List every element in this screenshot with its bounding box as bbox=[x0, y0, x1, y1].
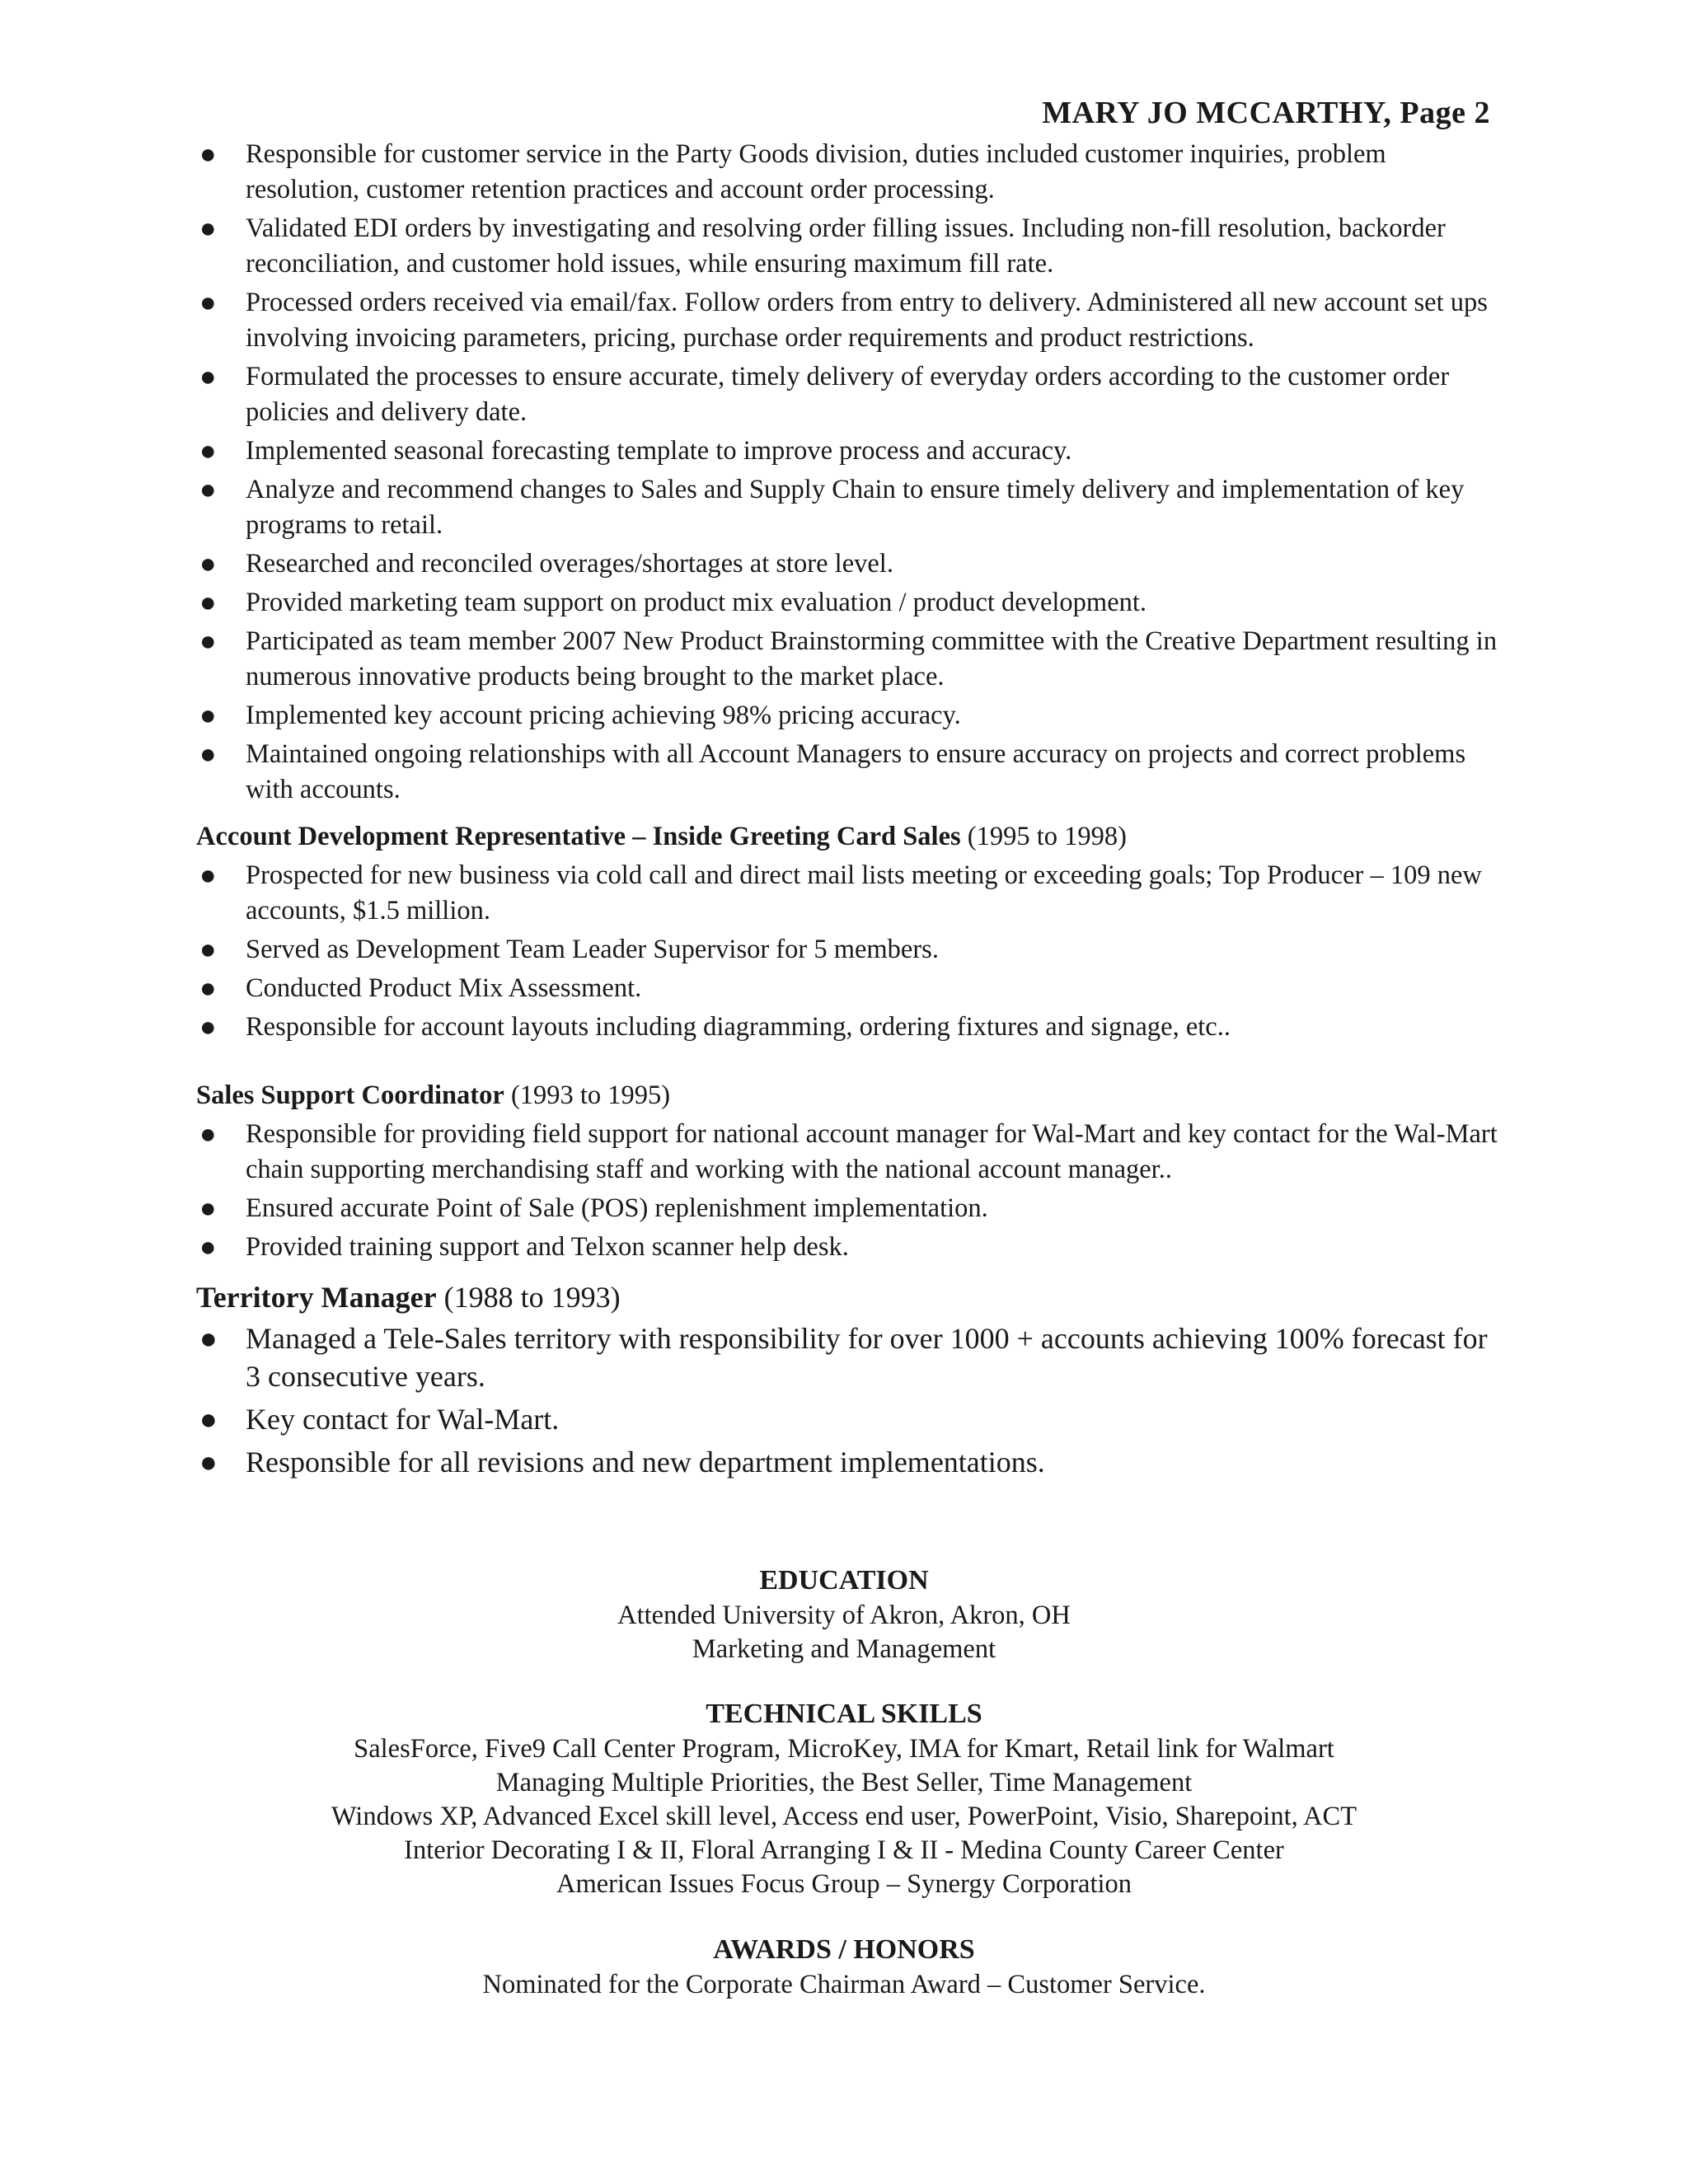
bullet-icon: ● bbox=[199, 626, 217, 657]
list-item: ● Validated EDI orders by investigating and resolving order filling issues. Including non-fill resolution, backorder reconciliation, and customer hold issues, while ensuring maximum fill rate. bbox=[196, 211, 1498, 282]
bullet-icon: ● bbox=[199, 860, 217, 891]
bullet-icon: ● bbox=[199, 935, 217, 965]
list-item: ● Maintained ongoing relationships with all Account Managers to ensure accuracy on projects and correct problems with accounts. bbox=[196, 737, 1498, 808]
list-item: ● Conducted Product Mix Assessment. bbox=[196, 971, 1498, 1006]
list-item: ● Participated as team member 2007 New Product Brainstorming committee with the Creative Department resulting in numerous innovative products being brought to the market place. bbox=[196, 624, 1498, 695]
bullet-icon: ● bbox=[199, 288, 217, 318]
list-item: ● Formulated the processes to ensure accurate, timely delivery of everyday orders according to the customer order policies and delivery date. bbox=[196, 359, 1498, 430]
list-item: ● Provided marketing team support on product mix evaluation / product development. bbox=[196, 585, 1498, 621]
job3-heading bbox=[196, 1278, 1498, 1316]
bullet-icon: ● bbox=[199, 739, 217, 770]
list-item: ● Served as Development Team Leader Supervisor for 5 members. bbox=[196, 932, 1498, 968]
job1-dates: (1995 to 1998) bbox=[967, 822, 1127, 851]
job3-dates: (1988 to 1993) bbox=[443, 1281, 621, 1314]
job1-title: Account Development Representative – Inside Greeting Card Sales bbox=[196, 822, 961, 851]
job1-heading bbox=[196, 819, 1498, 855]
list-item: ● Responsible for providing field support for national account manager for Wal-Mart and key contact for the Wal-Mart chain supporting merchandising staff and working with the national account manager.. bbox=[196, 1117, 1498, 1188]
list-item: ● Processed orders received via email/fax. Follow orders from entry to delivery. Administered all new account set ups involving invoicing parameters, pricing, purchase order requirements and product restrictions. bbox=[196, 285, 1498, 356]
job1-bullet-list bbox=[196, 858, 1498, 1045]
job0-bullet-list bbox=[196, 137, 1498, 808]
technical-skills-line: Windows XP, Advanced Excel skill level, Access end user, PowerPoint, Visio, Sharepoint, ACT bbox=[331, 1802, 1357, 1831]
list-item: ● Prospected for new business via cold call and direct mail lists meeting or exceeding goals; Top Producer – 109 new accounts, $1.5 million. bbox=[196, 858, 1498, 929]
technical-skills-line: Managing Multiple Priorities, the Best Seller, Time Management bbox=[495, 1768, 1193, 1797]
technical-skills-title: TECHNICAL SKILLS bbox=[706, 1699, 982, 1729]
awards-title: AWARDS / HONORS bbox=[713, 1934, 975, 1965]
technical-skills-line: American Issues Focus Group – Synergy Corporation bbox=[556, 1869, 1132, 1899]
job2-dates: (1993 to 1995) bbox=[510, 1080, 671, 1110]
education-section bbox=[0, 1563, 1688, 1666]
list-item: ● Implemented seasonal forecasting template to improve process and accuracy. bbox=[196, 434, 1498, 469]
technical-skills-line: Interior Decorating I & II, Floral Arranging I & II - Medina County Career Center bbox=[404, 1835, 1284, 1865]
awards-line: Nominated for the Corporate Chairman Award – Customer Service. bbox=[482, 1970, 1206, 1999]
bullet-icon: ● bbox=[199, 588, 217, 618]
list-item: ● Responsible for customer service in the Party Goods division, duties included customer inquiries, problem resolution, customer retention practices and account order processing. bbox=[196, 137, 1498, 208]
job2-bullet-list bbox=[196, 1117, 1498, 1265]
job3-title: Territory Manager bbox=[196, 1281, 437, 1314]
bullet-icon: ● bbox=[199, 436, 217, 466]
page-header: MARY JO MCCARTHY, Page 2 bbox=[1042, 96, 1490, 130]
bullet-icon: ● bbox=[199, 213, 217, 244]
bullet-icon: ● bbox=[199, 475, 217, 505]
bullet-icon: ● bbox=[199, 973, 217, 1004]
bullet-icon: ● bbox=[199, 549, 217, 579]
experience-content bbox=[196, 137, 1498, 1486]
list-item: ● Managed a Tele-Sales territory with responsibility for over 1000 + accounts achieving 100% forecast for 3 consecutive years. bbox=[196, 1319, 1498, 1395]
bullet-icon: ● bbox=[199, 1193, 217, 1224]
education-title: EDUCATION bbox=[759, 1565, 929, 1596]
job2-heading bbox=[196, 1078, 1498, 1113]
bullet-icon: ● bbox=[199, 701, 217, 731]
list-item: ● Responsible for account layouts including diagramming, ordering fixtures and signage, etc.. bbox=[196, 1010, 1498, 1045]
bullet-icon: ● bbox=[199, 1232, 217, 1263]
bullet-icon: ● bbox=[199, 1012, 217, 1043]
education-line: Attended University of Akron, Akron, OH bbox=[617, 1601, 1071, 1630]
list-item: ● Key contact for Wal-Mart. bbox=[196, 1400, 1498, 1438]
awards-section bbox=[0, 1932, 1688, 2002]
list-item: ● Researched and reconciled overages/shortages at store level. bbox=[196, 546, 1498, 582]
job2-title: Sales Support Coordinator bbox=[196, 1080, 504, 1110]
bullet-icon: ● bbox=[199, 139, 217, 170]
list-item: ● Analyze and recommend changes to Sales and Supply Chain to ensure timely delivery and implementation of key programs to retail. bbox=[196, 472, 1498, 543]
job3-bullet-list bbox=[196, 1319, 1498, 1481]
list-item: ● Ensured accurate Point of Sale (POS) replenishment implementation. bbox=[196, 1191, 1498, 1226]
bullet-icon: ● bbox=[199, 1322, 218, 1355]
bullet-icon: ● bbox=[199, 1446, 218, 1479]
bullet-icon: ● bbox=[199, 362, 217, 392]
list-item: ● Responsible for all revisions and new department implementations. bbox=[196, 1443, 1498, 1481]
list-item: ● Implemented key account pricing achieving 98% pricing accuracy. bbox=[196, 698, 1498, 733]
technical-skills-line: SalesForce, Five9 Call Center Program, MicroKey, IMA for Kmart, Retail link for Walmart bbox=[354, 1734, 1334, 1764]
bullet-icon: ● bbox=[199, 1403, 218, 1436]
list-item: ● Provided training support and Telxon scanner help desk. bbox=[196, 1230, 1498, 1265]
bullet-icon: ● bbox=[199, 1119, 217, 1150]
technical-skills-section bbox=[0, 1696, 1688, 1901]
education-line: Marketing and Management bbox=[692, 1634, 996, 1664]
